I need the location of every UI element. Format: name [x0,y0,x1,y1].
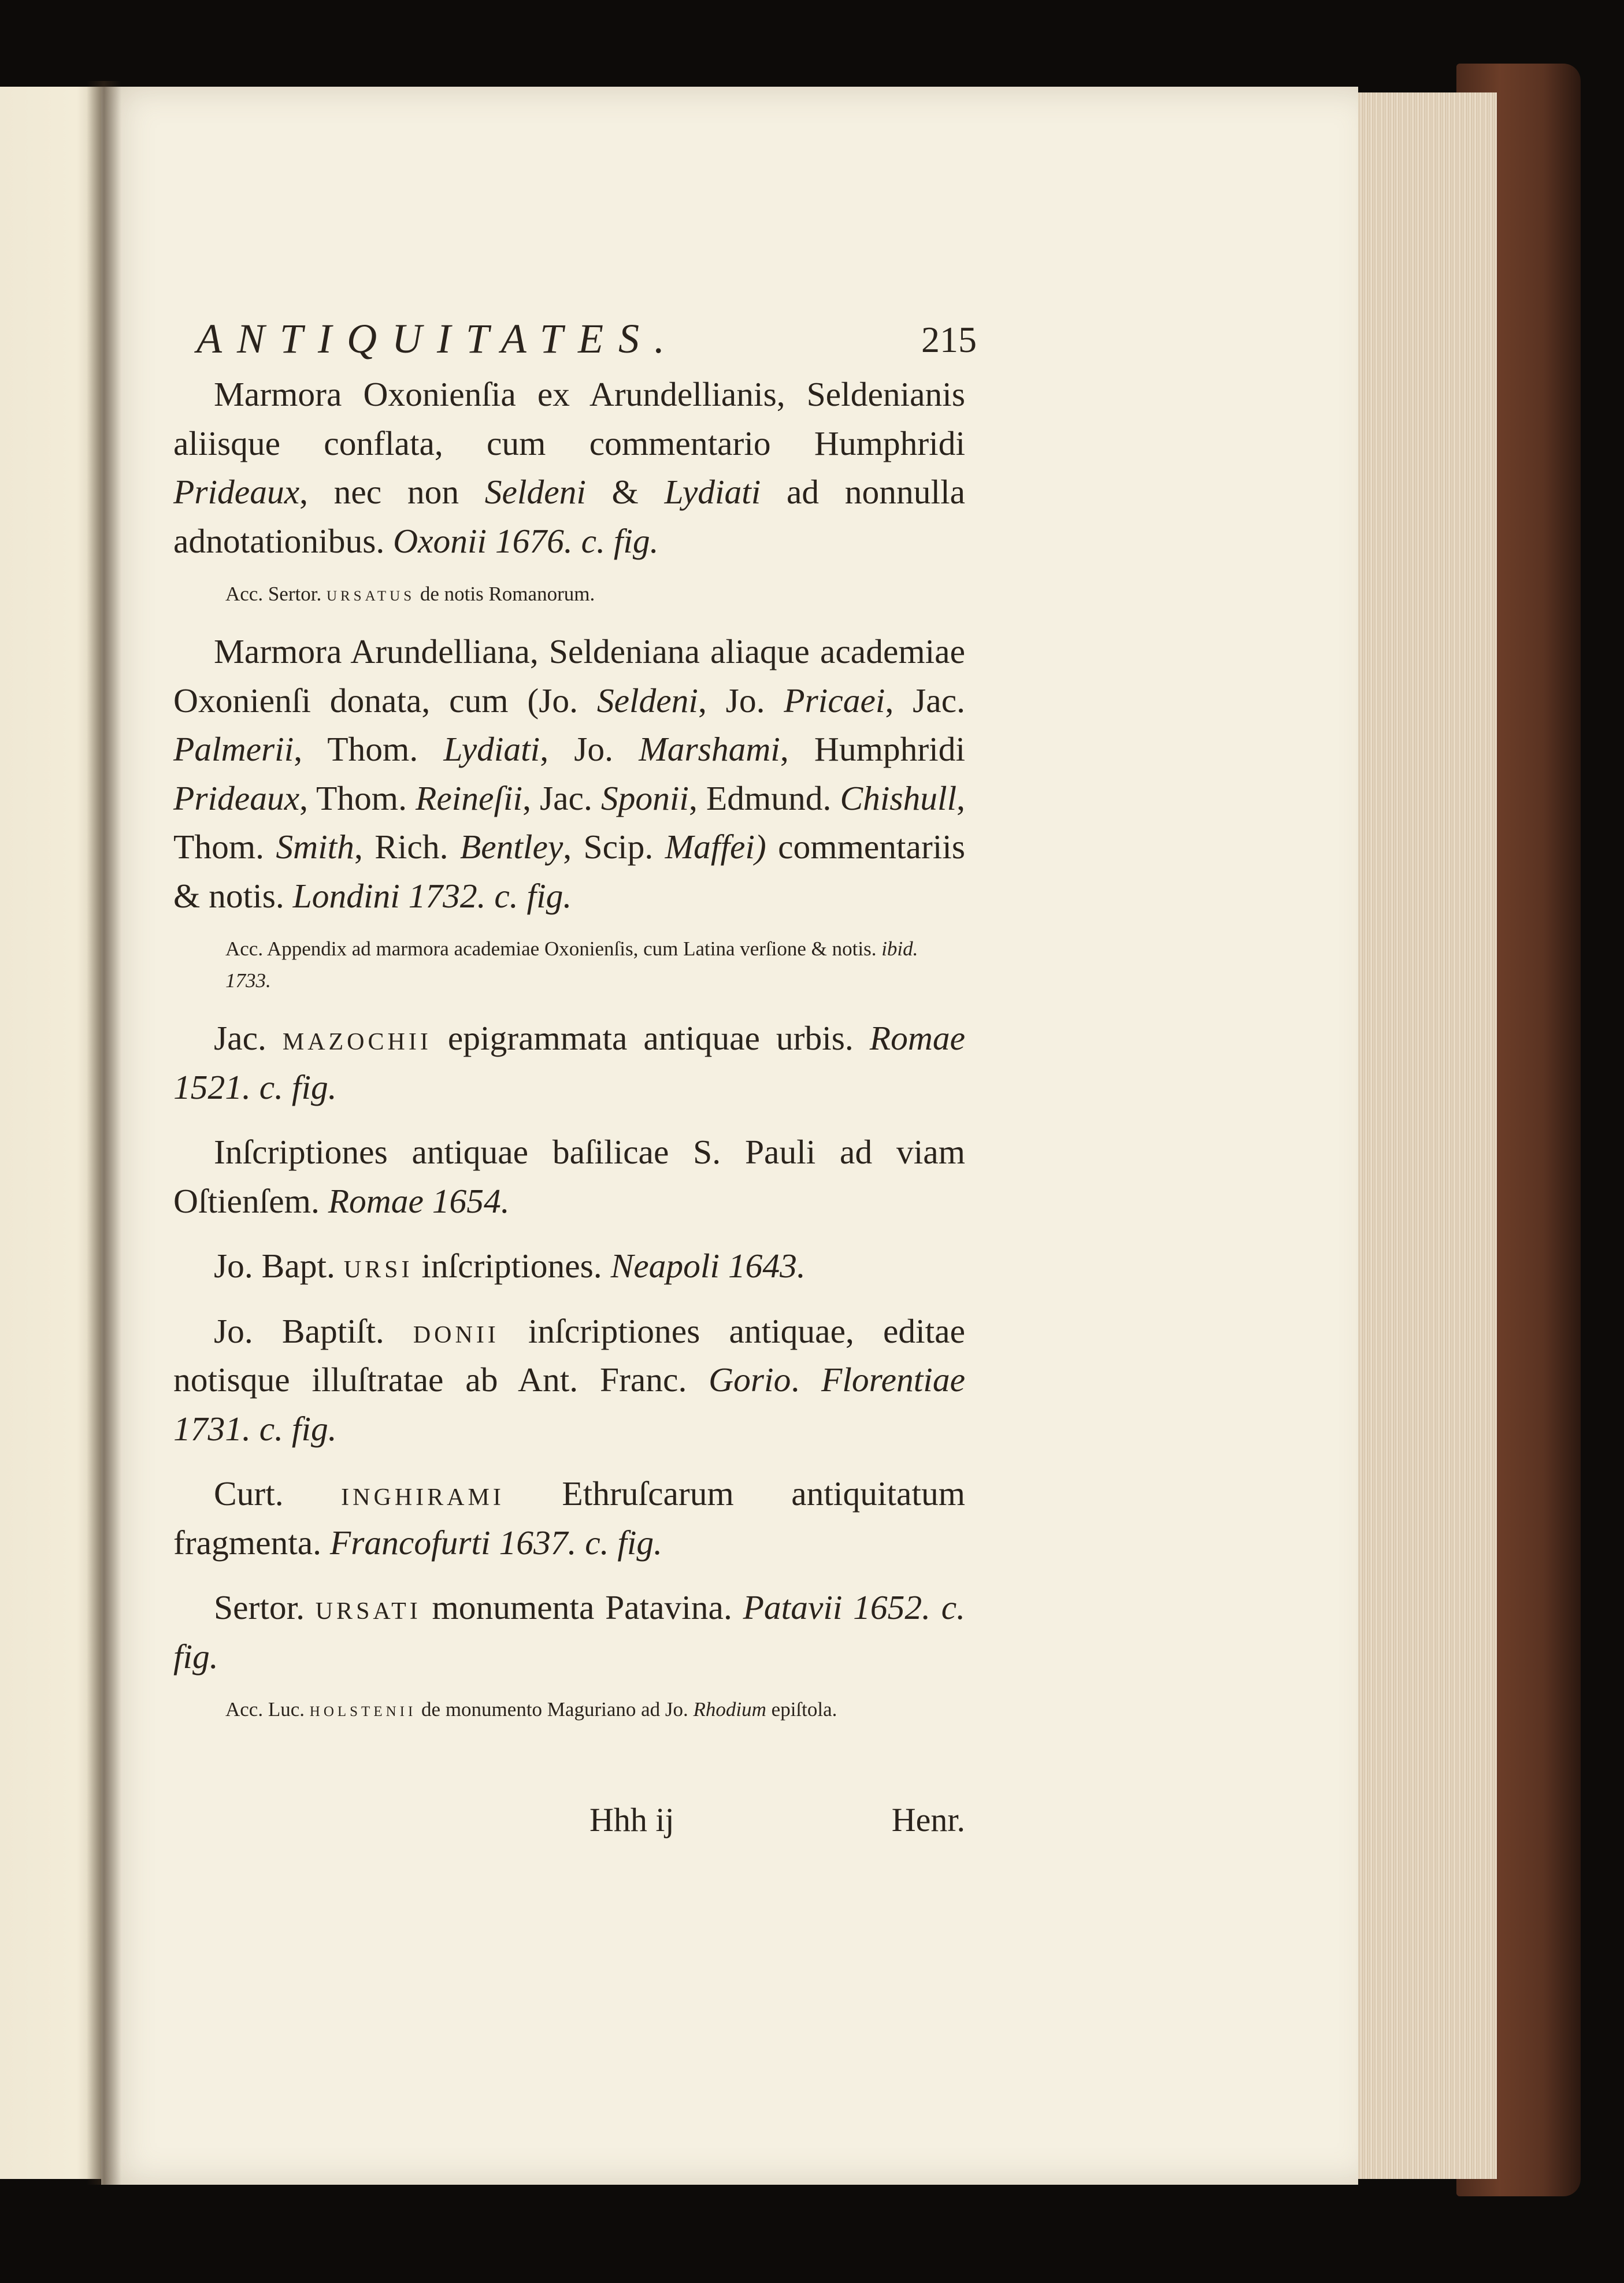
bibliography-entry [173,1583,965,1681]
text-run: Marmora Arundelliana, Seldeniana aliaque academiae Oxonienſi donata, cum (Jo. [173,632,965,720]
page-edges [1352,92,1497,2179]
italic-text: Francofurti 1637. c. fig. [329,1523,663,1562]
entry-note [225,578,965,610]
text-run: , Thom. [299,779,416,817]
author-name: ursati [315,1588,421,1626]
italic-text: Prideaux [173,473,300,511]
italic-text: Londini 1732. c. fig. [292,876,572,915]
text-run: Jo. Bapt. [214,1247,344,1285]
italic-text: ibid. 1733. [225,937,918,992]
text-run: & [585,473,665,511]
text-run: inſcriptiones. [413,1247,611,1285]
italic-text: Lydiati [443,730,540,768]
bibliography-entry [173,370,965,565]
author-name: holstenii [309,1698,417,1721]
entry-note [225,933,965,996]
italic-text: Neapoli 1643. [610,1247,806,1285]
italic-text: Bentley [459,828,563,866]
text-run: Inſcriptiones antiquae baſilicae S. Pauli ad viam Oſtienſem. [173,1133,965,1220]
italic-text: Seldeni [484,473,586,511]
italic-text: Reineſii [416,779,523,817]
entry-note [225,1693,965,1725]
text-run: , Thom. [173,779,965,866]
bibliography-entry [173,1128,965,1225]
text-run: de notis Romanorum. [415,583,595,605]
signature-mark: Hhh ij [589,1801,674,1839]
text-run: , Humphridi [780,730,965,768]
author-name: mazochii [282,1019,432,1057]
italic-text: Chishull [840,779,957,817]
italic-text: Florentiae 1731. c. fig. [173,1361,965,1448]
italic-text: Prideaux [173,779,300,817]
text-run: , Jo. [540,730,639,768]
text-run: , Jac. [522,779,601,817]
text-run: , Edmund. [688,779,840,817]
text-run: monumenta Patavina. [421,1588,743,1626]
book-gutter [87,81,121,2185]
text-run: commentariis & notis. [173,828,965,915]
author-name: ursatus [326,583,416,605]
italic-text: Sponii [600,779,689,817]
page-footer [173,1800,965,1847]
page-number: 215 [921,319,977,360]
italic-text: Pricaei [784,681,885,720]
text-run: , nec non [299,473,485,511]
italic-text: Palmerii [173,730,294,768]
italic-text: Lydiati [664,473,761,511]
italic-text: Seldeni [596,681,698,720]
italic-text: Marshami [639,730,780,768]
text-run: epiſtola. [766,1698,837,1721]
bibliography-entry [173,627,965,920]
text-run: Jac. [214,1019,283,1057]
text-run: Acc. Appendix ad marmora academiae Oxonienſis, cum Latina verſione & notis. [225,937,882,960]
author-name: inghirami [341,1474,505,1513]
italic-text: Maffei) [665,828,766,866]
text-run: de monumento Maguriano ad Jo. [416,1698,694,1721]
text-run: Jo. Baptiſt. [214,1311,413,1350]
text-run: . [791,1361,822,1399]
italic-text: Rhodium [693,1698,766,1721]
text-run: inſcriptiones antiquae, editae notisque illuſtratae ab Ant. Franc. [173,1311,965,1399]
text-run: Acc. Sertor. [225,583,327,605]
author-name: ursi [343,1247,413,1285]
bibliography-entries [173,370,965,1743]
text-run: Marmora Oxonienſia ex Arundellianis, Seldenianis aliisque conflata, cum commentario Humphridi [173,375,965,462]
text-run: , Thom. [294,730,444,768]
text-run: Sertor. [214,1588,316,1626]
italic-text: Gorio [709,1361,791,1399]
page-header [196,315,977,379]
catchword: Henr. [891,1801,965,1839]
text-run: ad nonnulla adnotationibus. [173,473,966,560]
text-run: epigrammata antiquae urbis. [431,1019,870,1057]
italic-text: Smith [276,828,354,866]
text-run: Ethruſcarum antiquitatum fragmenta. [173,1474,965,1562]
text-run: , Jo. [698,681,784,720]
italic-text: Oxonii 1676. c. fig. [393,521,659,560]
text-run: Acc. Luc. [225,1698,310,1721]
italic-text: Patavii 1652. c. fig. [173,1588,965,1676]
bibliography-entry [173,1469,965,1567]
bibliography-entry [173,1241,965,1291]
text-run: Curt. [214,1474,342,1513]
author-name: donii [413,1311,499,1350]
text-run: , Scip. [563,828,665,866]
text-run: , Rich. [354,828,460,866]
bibliography-entry [173,1014,965,1111]
running-head: ANTIQUITATES. [196,316,680,362]
italic-text: Romae 1521. c. fig. [173,1019,965,1106]
italic-text: Romae 1654. [328,1181,510,1220]
bibliography-entry [173,1307,965,1454]
text-run: , Jac. [885,681,965,720]
